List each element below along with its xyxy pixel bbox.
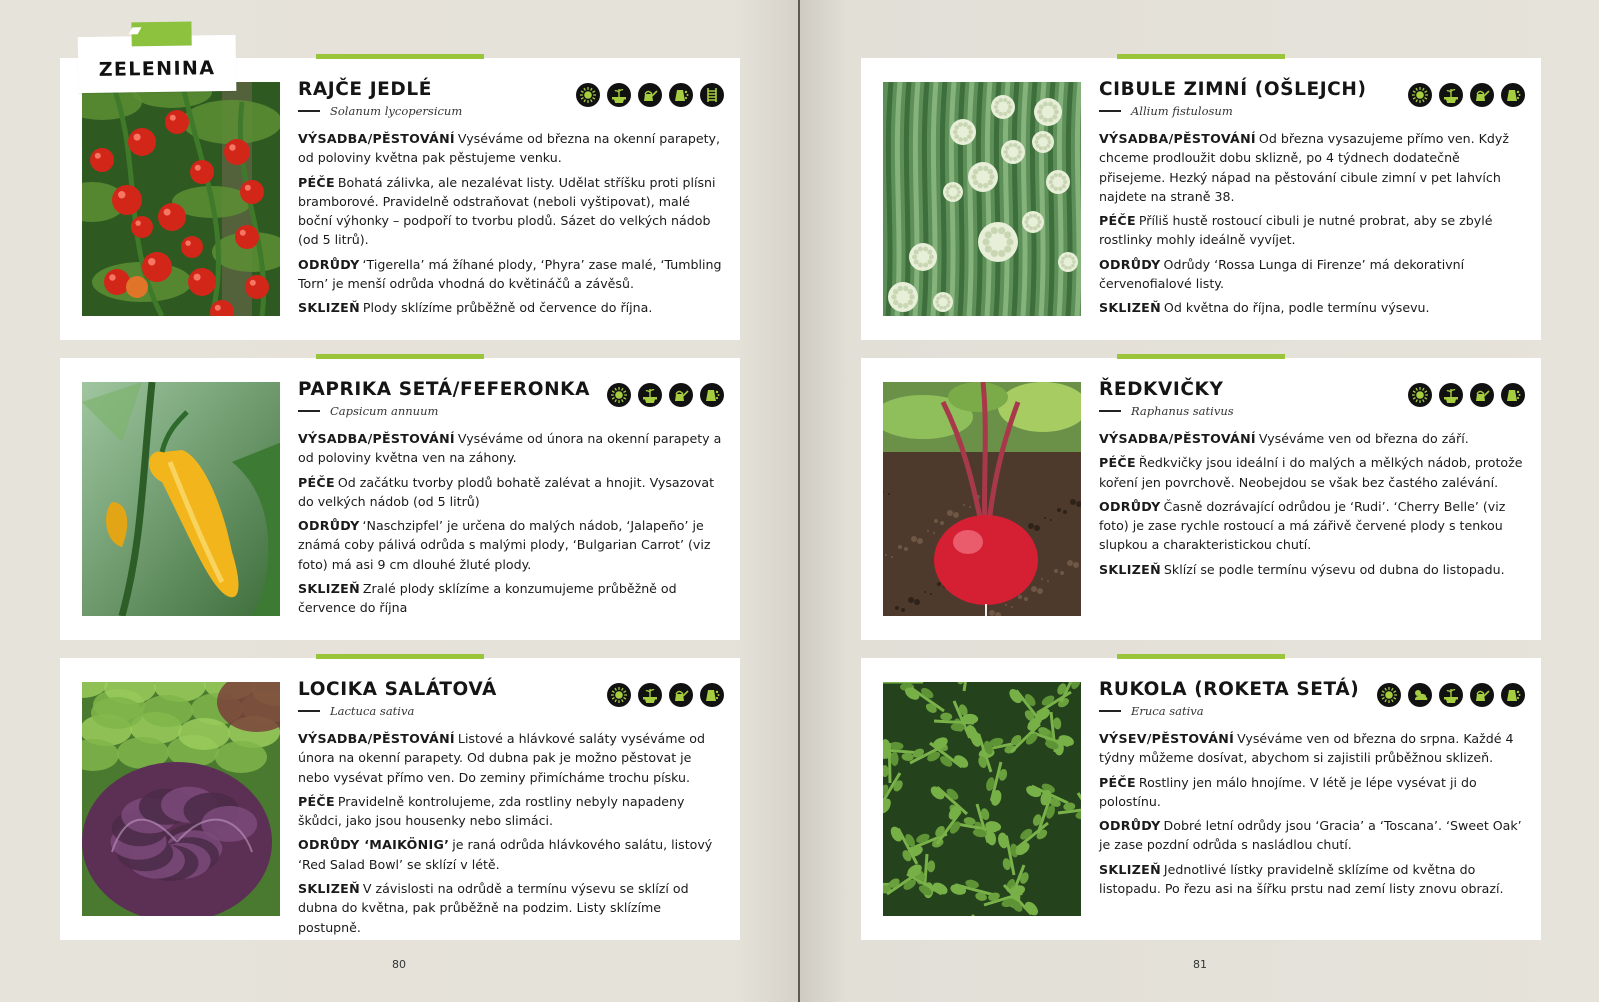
watering-icon — [669, 383, 693, 407]
section-heading: VÝSADBA/PĚSTOVÁNÍ — [298, 431, 455, 446]
section-heading: ODRŮDY — [1099, 818, 1161, 834]
card-section — [298, 835, 726, 874]
plant-photo — [883, 82, 1081, 316]
care-icons — [607, 683, 724, 707]
section-text: Vyséváme ven od března do srpna. Každé 4 týdny můžeme dosívat, abychom si zajistili průběžnou sklizeň. — [1099, 731, 1514, 766]
watering-icon — [669, 683, 693, 707]
card-content — [298, 678, 726, 937]
care-icons — [607, 383, 724, 407]
section-text: ‘Tigerella’ má žíhané plody, ‘Phyra’ zase malé, ‘Tumbling Torn’ je menší odrůda vhodná do květináčů a závěsů. — [298, 256, 722, 292]
latin-name: Capsicum annuum — [330, 404, 439, 418]
card-accent-bar — [316, 654, 484, 659]
care-icons — [576, 83, 724, 107]
section-text: Bohatá zálivka, ale nezalévat listy. Udělat stříšku proti plísni bramborové. Pravidelně odstraňovat (neboli vyštipovat), malé boční výhonky – podpoří to tvorbu plodů. Sázet do velkých nádob (od 5 litrů). — [298, 174, 716, 248]
pot-icon — [607, 83, 631, 107]
latin-name: Allium fistulosum — [1131, 104, 1233, 118]
watering-icon — [1470, 683, 1494, 707]
partial-shade-icon — [1408, 683, 1432, 707]
section-text: V závislosti na odrůdě a termínu výsevu se sklízí od dubna do května, pak průběžně na podzim. Listy sklízíme postupně. — [298, 881, 689, 935]
section-text: Jednotlivé lístky pravidelně sklízíme od května do listopadu. Po řezu asi na šířku prstu nad zemí listy znovu obrazí. — [1099, 861, 1504, 897]
plant-photo — [883, 682, 1081, 916]
card-section — [1099, 255, 1527, 294]
card-section — [1099, 211, 1527, 250]
card-section — [298, 579, 726, 618]
section-text: Od března vysazujeme přímo ven. Když chceme prodloužit dobu sklizně, po 4 týdnech dodatečně přisejeme. Hezký nápad na pěstování cibule zimní v pet lahvích najdete na straně 38. — [1099, 131, 1509, 204]
section-heading: SKLIZEŇ — [1099, 561, 1161, 577]
sun-icon — [1408, 83, 1432, 107]
section-heading: ODRŮDY — [1099, 498, 1161, 514]
plant-title: RUKOLA (ROKETA SETÁ) — [1099, 679, 1360, 700]
card-content — [1099, 678, 1527, 898]
card-section — [298, 792, 726, 831]
sun-icon — [607, 383, 631, 407]
ladder-icon — [700, 83, 724, 107]
card-section — [298, 173, 726, 250]
fertilizer-icon — [1501, 683, 1525, 707]
section-text: Vyséváme od února na okenní parapety a od poloviny května ven na záhony. — [298, 431, 722, 466]
section-heading: PÉČE — [1099, 213, 1136, 229]
plant-title: ŘEDKVIČKY — [1099, 379, 1224, 400]
section-text: Odrůdy ‘Rossa Lunga di Firenze’ má dekorativní červenofialové listy. — [1099, 256, 1465, 292]
watering-icon — [1470, 383, 1494, 407]
card-section — [298, 255, 726, 294]
section-heading: ODRŮDY — [1099, 256, 1161, 272]
section-label: ZELENINA — [98, 57, 216, 81]
latin-name: Solanum lycopersicum — [330, 104, 463, 118]
care-icons — [1408, 383, 1525, 407]
section-text: Ředkvičky jsou ideální i do malých a mělkých nádob, protože koření jen povrchově. Neobejdou se však bez častého zalévání. — [1099, 455, 1523, 490]
card-accent-bar — [1117, 654, 1285, 659]
plant-title: LOCIKA SALÁTOVÁ — [298, 679, 497, 700]
plant-card — [861, 58, 1541, 340]
card-content — [298, 78, 726, 318]
section-text: Plody sklízíme průběžně od července do října. — [362, 300, 653, 316]
section-text: Od května do října, podle termínu výsevu. — [1163, 300, 1430, 316]
pot-icon — [1439, 683, 1463, 707]
tag-tape — [131, 22, 191, 47]
card-accent-bar — [1117, 354, 1285, 359]
section-heading: ODRŮDY — [298, 518, 360, 534]
card-section — [1099, 729, 1527, 768]
card-accent-bar — [316, 54, 484, 59]
book-gutter — [798, 0, 800, 1002]
section-tag — [78, 35, 237, 93]
card-content — [298, 378, 726, 618]
card-content — [1099, 78, 1527, 318]
section-heading: VÝSADBA/PĚSTOVÁNÍ — [298, 731, 455, 746]
section-heading: PÉČE — [298, 474, 335, 490]
card-section — [1099, 773, 1527, 812]
plant-card — [60, 58, 740, 340]
page-number-left: 80 — [392, 958, 406, 971]
card-content — [1099, 378, 1527, 579]
page-number-right: 81 — [1193, 958, 1207, 971]
plant-photo — [883, 382, 1081, 616]
section-text: Pravidelně kontrolujeme, zda rostliny nebyly napadeny škůdci, jako jsou housenky nebo slimáci. — [298, 793, 685, 829]
section-heading: VÝSADBA/PĚSTOVÁNÍ — [298, 131, 455, 146]
section-heading: VÝSADBA/PĚSTOVÁNÍ — [1099, 131, 1256, 146]
section-heading: VÝSEV/PĚSTOVÁNÍ — [1099, 731, 1235, 746]
plant-title: PAPRIKA SETÁ/FEFERONKA — [298, 379, 591, 400]
section-heading: SKLIZEŇ — [298, 881, 360, 897]
section-text: je raná odrůda hlávkového salátu, listový ‘Red Salad Bowl’ se sklízí v létě. — [298, 837, 713, 872]
fertilizer-icon — [669, 83, 693, 107]
pot-icon — [1439, 383, 1463, 407]
section-heading: SKLIZEŇ — [1099, 300, 1161, 316]
card-section — [1099, 497, 1527, 555]
section-text: Dobré letní odrůdy jsou ‘Gracia’ a ‘Toscana’. ‘Sweet Oak’ je zase pozdní odrůda s nasládlou chutí. — [1099, 818, 1522, 853]
card-section — [298, 729, 726, 787]
fertilizer-icon — [1501, 383, 1525, 407]
section-text: Listové a hlávkové saláty vyséváme od února na okenní parapety. Od dubna pak je možno pěstovat je nebo vysévat přímo ven. Do zeminy přimícháme trochu písku. — [298, 731, 705, 785]
fertilizer-icon — [700, 683, 724, 707]
latin-name: Lactuca sativa — [330, 704, 415, 718]
card-section — [1099, 453, 1527, 492]
card-section — [1099, 860, 1527, 899]
card-section — [1099, 560, 1527, 579]
latin-dash — [298, 710, 320, 712]
section-heading: ODRŮDY ‘MAIKÖNIG’ — [298, 837, 450, 853]
latin-dash — [1099, 410, 1121, 412]
section-text: Vyséváme ven od března do září. — [1258, 431, 1469, 446]
pot-icon — [1439, 83, 1463, 107]
plant-card — [861, 358, 1541, 640]
card-section — [1099, 129, 1527, 206]
card-section — [298, 129, 726, 168]
card-section — [1099, 429, 1527, 448]
sun-icon — [576, 83, 600, 107]
section-heading: PÉČE — [298, 793, 335, 809]
plant-photo — [82, 682, 280, 916]
section-heading: PÉČE — [1099, 774, 1136, 790]
section-heading: PÉČE — [298, 174, 335, 190]
card-section — [1099, 816, 1527, 855]
section-text: ‘Naschzipfel’ je určena do malých nádob, ‘Jalapeño’ je známá coby pálivá odrůda s malými plody, ‘Bulgarian Carrot’ (viz foto) má asi 9 cm dlouhé žluté plody. — [298, 518, 711, 572]
section-text: Rostliny jen málo hnojíme. V létě je lépe vysévat ji do polostínu. — [1099, 774, 1477, 809]
card-section — [298, 298, 726, 317]
sun-icon — [1408, 383, 1432, 407]
plant-card — [861, 658, 1541, 940]
section-heading: SKLIZEŇ — [298, 300, 360, 316]
section-text: Zralé plody sklízíme a konzumujeme průběžně od července do října — [298, 581, 677, 616]
section-text: Časně dozrávající odrůdou je ‘Rudi’. ‘Cherry Belle’ (viz foto) je zase rychle rostoucí a má zářivě červené plody s tenkou slupkou a charakteristickou chutí. — [1099, 498, 1506, 553]
plant-card — [60, 358, 740, 640]
sun-icon — [607, 683, 631, 707]
pot-icon — [638, 383, 662, 407]
care-icons — [1377, 683, 1525, 707]
section-heading: PÉČE — [1099, 455, 1136, 471]
section-heading: SKLIZEŇ — [1099, 861, 1161, 877]
card-section — [298, 516, 726, 574]
latin-dash — [298, 410, 320, 412]
card-section — [298, 879, 726, 937]
card-section — [1099, 298, 1527, 317]
watering-icon — [1470, 83, 1494, 107]
section-heading: ODRŮDY — [298, 256, 360, 272]
latin-dash — [298, 110, 320, 112]
sun-icon — [1377, 683, 1401, 707]
plant-title: RAJČE JEDLÉ — [298, 79, 433, 100]
latin-name: Raphanus sativus — [1131, 404, 1234, 418]
latin-dash — [1099, 710, 1121, 712]
card-section — [298, 473, 726, 512]
fertilizer-icon — [700, 383, 724, 407]
plant-card — [60, 658, 740, 940]
plant-photo — [82, 382, 280, 616]
section-text: Příliš hustě rostoucí cibuli je nutné probrat, aby se zbylé rostlinky mohly ideálně vyvíjet. — [1099, 213, 1493, 248]
card-section — [298, 429, 726, 468]
section-text: Sklízí se podle termínu výsevu od dubna do listopadu. — [1163, 561, 1505, 577]
section-heading: SKLIZEŇ — [298, 581, 360, 597]
fertilizer-icon — [1501, 83, 1525, 107]
plant-title: CIBULE ZIMNÍ (OŠLEJCH) — [1099, 79, 1367, 100]
section-text: Vyséváme od března na okenní parapety, od poloviny května pak pěstujeme venku. — [298, 131, 721, 166]
section-text: Od začátku tvorby plodů bohatě zalévat a hnojit. Vysazovat do velkých nádob (od 5 litrů) — [298, 474, 715, 509]
latin-name: Eruca sativa — [1131, 704, 1204, 718]
care-icons — [1408, 83, 1525, 107]
section-heading: VÝSADBA/PĚSTOVÁNÍ — [1099, 431, 1256, 446]
pot-icon — [638, 683, 662, 707]
card-accent-bar — [316, 354, 484, 359]
latin-dash — [1099, 110, 1121, 112]
watering-icon — [638, 83, 662, 107]
plant-photo — [82, 82, 280, 316]
card-accent-bar — [1117, 54, 1285, 59]
